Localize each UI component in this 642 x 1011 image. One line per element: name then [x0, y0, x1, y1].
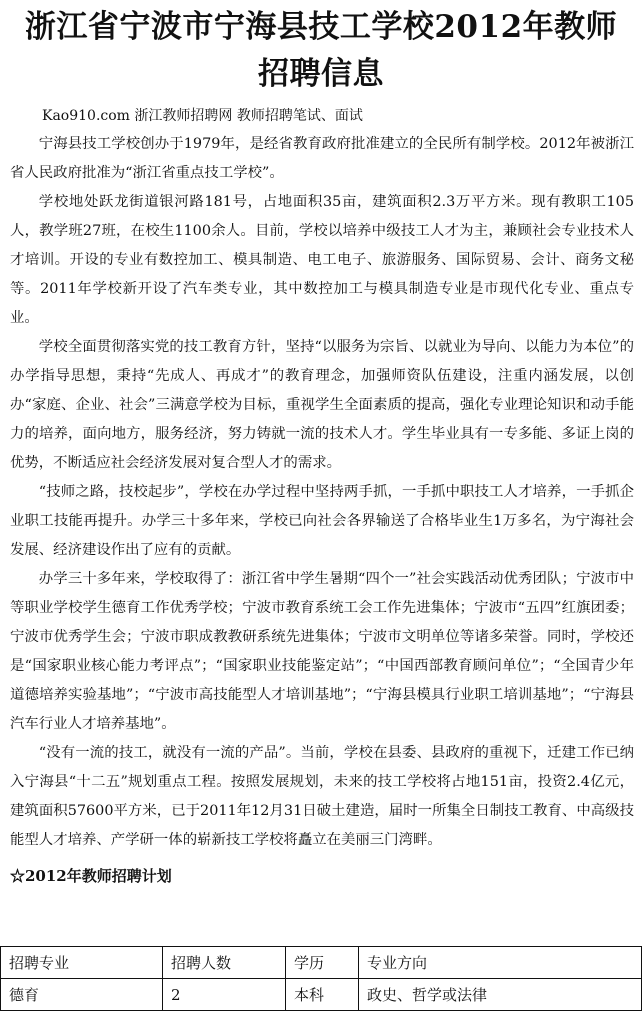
- table-header-cell: 招聘人数: [163, 947, 286, 979]
- paragraph-4: “技师之路，技校起步”，学校在办学过程中坚持两手抓，一手抓中职技工人才培养，一手抓企业职工技能再提升。办学三十多年来，学校已向社会各界输送了合格毕业生1万多名，为宁海社会发展、经济建设作出了应有的贡献。: [10, 484, 634, 558]
- table-cell: 德育: [1, 979, 163, 1011]
- table-header-cell: 招聘专业: [1, 947, 163, 979]
- paragraph-3: 学校全面贯彻落实党的技工教育方针，坚持“以服务为宗旨、以就业为导向、以能力为本位”的办学指导思想，秉持“先成人、再成才”的教育理念，加强师资队伍建设，注重内涵发展，以创办“家庭、企业、社会”三满意学校为目标，重视学生全面素质的提高，强化专业理论知识和动手能力的培养，面向地方，服务经济，努力铸就一流的技术人才。学生毕业具有一专多能、多证上岗的优势，不断适应社会经济发展对复合型人才的需求。: [10, 339, 634, 471]
- table-header-cell: 学历: [286, 947, 359, 979]
- table-cell: 本科: [286, 979, 359, 1011]
- paragraph-6: “没有一流的技工，就没有一流的产品”。当前，学校在县委、县政府的重视下，迁建工作已纳入宁海县“十二五”规划重点工程。按照发展规划，未来的技工学校将占地151亩，投资2.4亿元，建筑面积57600平方米，已于2011年12月31日破土建造，届时一所集全日制技工教育、中高级技能型人才培养、产学研一体的崭新技工学校将矗立在美丽三门湾畔。: [10, 745, 634, 848]
- page-title: 浙江省宁波市宁海县技工学校2012年教师招聘信息: [24, 9, 618, 92]
- table-header-row: [1, 947, 642, 979]
- table-row: [1, 979, 642, 1011]
- table-header-cell: 专业方向: [359, 947, 642, 979]
- source-line: Kao910.com 浙江教师招聘网 教师招聘笔试、面试: [42, 108, 363, 124]
- paragraph-1: 宁海县技工学校创办于1979年，是经省教育政府批准建立的全民所有制学校。2012年被浙江省人民政府批准为“浙江省重点技工学校”。: [10, 136, 634, 181]
- paragraph-5: 办学三十多年来，学校取得了：浙江省中学生暑期“四个一”社会实践活动优秀团队；宁波市中等职业学校学生德育工作优秀学校；宁波市教育系统工会工作先进集体；宁波市“五四”红旗团委；宁波市优秀学生会；宁波市职成教教研系统先进集体；宁波市文明单位等诸多荣誉。同时，学校还是“国家职业核心能力考评点”；“国家职业技能鉴定站”；“中国西部教育顾问单位”；“全国青少年道德培养实验基地”；“宁波市高技能型人才培训基地”；“宁海县模具行业职工培训基地”；“宁海县汽车行业人才培养基地”。: [10, 571, 634, 732]
- table-cell: 2: [163, 979, 286, 1011]
- table-cell: 政史、哲学或法律: [359, 979, 642, 1011]
- recruitment-plan-table: [0, 946, 642, 1011]
- article-body: [0, 106, 642, 889]
- paragraph-2: 学校地处跃龙街道银河路181号，占地面积35亩，建筑面积2.3万平方米。现有教职工105人，教学班27班，在校生1100余人。目前，学校以培养中级技工人才为主，兼顾社会专业技术人才培训。开设的专业有数控加工、模具制造、电工电子、旅游服务、国际贸易、会计、商务文秘等。2011年学校新开设了汽车类专业，其中数控加工与模具制造专业是市现代化专业、重点专业。: [10, 194, 635, 326]
- section-heading: ☆2012年教师招聘计划: [10, 867, 172, 885]
